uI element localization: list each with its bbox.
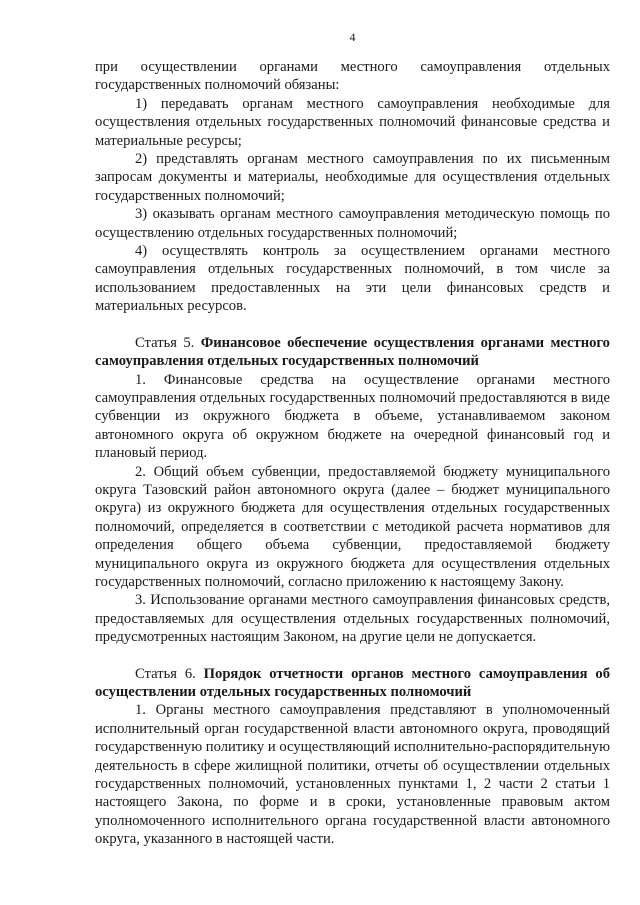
page-number: 4 <box>349 30 356 44</box>
article-5-heading: Финансовое обеспечение осуществления органами местного самоуправления отдельных государственных полномочий <box>95 334 610 370</box>
intro-item: 4) осуществлять контроль за осуществлением органами местного самоуправления отдельных государственных полномочий, в том числе за использованием предоставленных на эти цели финансовых средств и материальных ресурсов. <box>95 243 610 315</box>
article-6-title <box>95 665 610 702</box>
article-5-paragraph: 2. Общий объем субвенции, предоставляемой бюджету муниципального округа Тазовский район автономного округа (далее – бюджет муниципального округа) из окружного бюджета для осуществления отдельных государственных полномочий, определяется в соответствии с методикой расчета нормативов для определения общего объема субвенции, предоставляемой бюджету муниципального округа из окружного бюджета для осуществления отдельных государственных полномочий, согласно приложению к настоящему Закону. <box>95 463 610 590</box>
article-6-paragraph: 1. Органы местного самоуправления представляют в уполномоченный исполнительный орган государственной власти автономного округа, проводящий государственную политику и осуществляющий исполнительно-распорядительную деятельность в сфере жилищной политики, отчеты об осуществлении отдельных государственных полномочий, установленных пунктами 1, 2 части 2 статьи 1 настоящего Закона, по форме и в сроки, установленные правовым актом уполномоченного исполнительного органа государственной власти автономного округа, указанного в настоящей части. <box>95 702 610 848</box>
intro-item: 1) передавать органам местного самоуправления необходимые для осуществления отдельных государственных полномочий финансовые средства и материальные ресурсы; <box>95 95 610 149</box>
article-6-heading: Порядок отчетности органов местного самоуправления об осуществлении отдельных государственных полномочий <box>95 665 611 700</box>
article-5-label: Статья 5. <box>135 334 195 351</box>
intro-paragraph: при осуществлении органами местного самоуправления отдельных государственных полномочий обязаны: <box>95 59 610 94</box>
article-6-label: Статья 6. <box>135 665 196 682</box>
article-5-paragraph: 3. Использование органами местного самоуправления финансовых средств, предоставляемых для осуществления отдельных государственных полномочий, предусмотренных настоящим Законом, на другие цели не допускается. <box>95 592 610 646</box>
intro-item: 2) представлять органам местного самоуправления по их письменным запросам документы и материалы, необходимые для осуществления отдельных государственных полномочий; <box>95 151 610 204</box>
article-5-paragraph: 1. Финансовые средства на осуществление органами местного самоуправления отдельных государственных полномочий предоставляются в виде субвенции из окружного бюджета в объеме, устанавливаемом законом автономного округа об окружном бюджете на очередной финансовый год и плановый период. <box>95 371 610 462</box>
article-5-title <box>95 334 610 371</box>
intro-item: 3) оказывать органам местного самоуправления методическую помощь по осуществлению отдельных государственных полномочий; <box>95 206 610 241</box>
document-page <box>95 30 610 849</box>
